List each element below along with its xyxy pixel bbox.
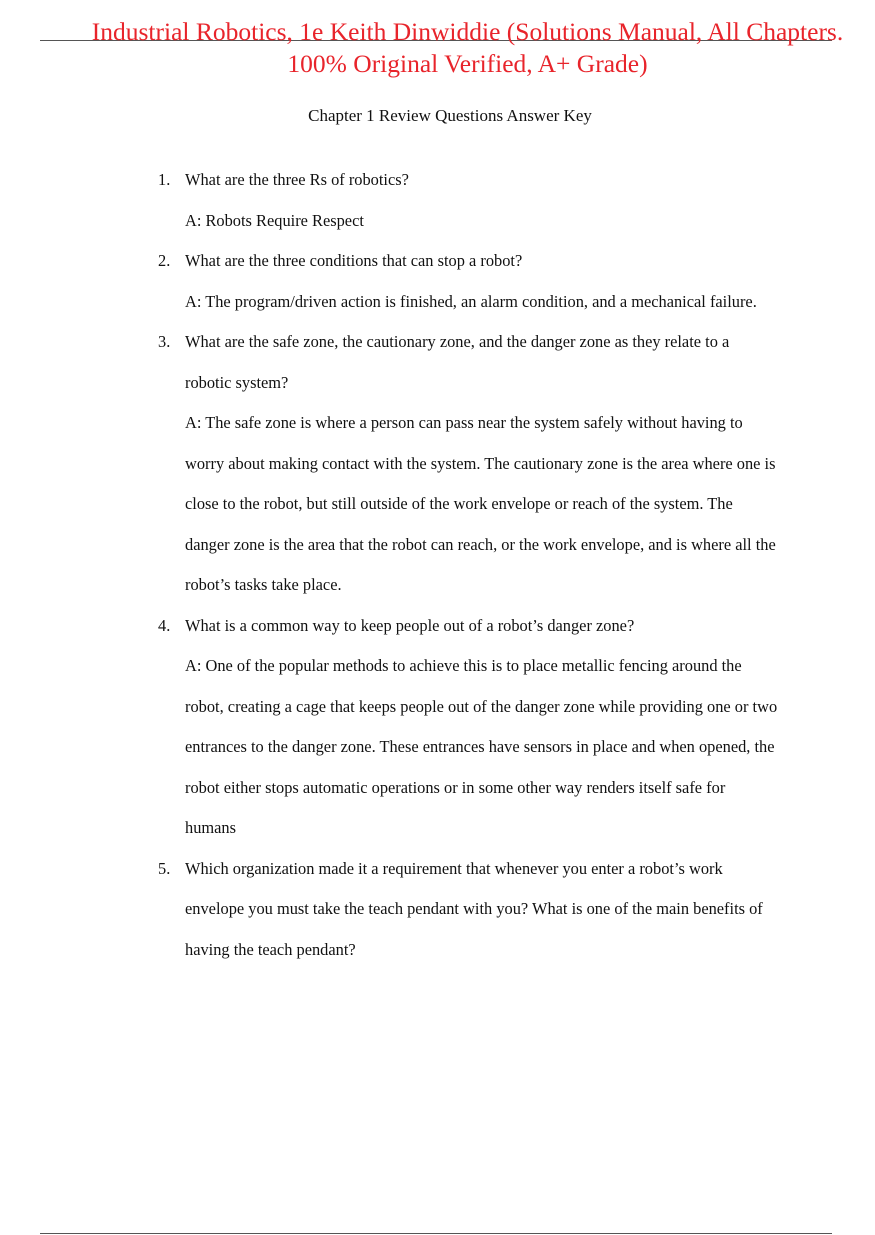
question-number: 1. (158, 170, 171, 189)
question-number: 4. (158, 615, 171, 635)
answer-text: A: Robots Require Respect (185, 210, 364, 230)
question-text: What is a common way to keep people out of a robot’s danger zone? (185, 615, 635, 635)
footer-rule (40, 1233, 832, 1234)
question-item-3 (158, 322, 778, 606)
question-item-4 (158, 606, 778, 849)
question-item-5 (158, 849, 778, 971)
question-item-1 (158, 160, 778, 241)
question-text: What are the three conditions that can stop a robot? (185, 251, 523, 270)
question-text: Which organization made it a requirement that whenever you enter a robot’s work envelope you must take the teach pendant with you? What is one of the main benefits of having the teach pendant? (185, 858, 763, 959)
question-list (158, 160, 778, 970)
banner-line-2: 100% Original Verified, A+ Grade) (287, 49, 648, 78)
question-text: What are the safe zone, the cautionary zone, and the danger zone as they relate to a robotic system? (185, 332, 730, 392)
question-item-2 (158, 241, 778, 322)
question-text: What are the three Rs of robotics? (185, 170, 409, 189)
question-number: 3. (158, 332, 171, 351)
question-number: 5. (158, 858, 171, 878)
answer-text: A: The safe zone is where a person can pass near the system safely without having to worry about making contact with the system. The cautionary zone is the area where one is close to the robot, but still outside of the work envelope or reach of the system. The danger zone is the area that the robot can reach, or the work envelope, and is where all the robot’s tasks take place. (185, 413, 776, 594)
answer-text: A: The program/driven action is finished, an alarm condition, and a mechanical failure. (185, 291, 757, 311)
answer-text: A: One of the popular methods to achieve this is to place metallic fencing around the robot, creating a cage that keeps people out of the danger zone while providing one or two entrances to the danger zone. These entrances have sensors in place and when opened, the robot either stops automatic operations or in some other way renders itself safe for humans (185, 656, 778, 837)
watermark-banner (60, 16, 875, 80)
chapter-title: Chapter 1 Review Questions Answer Key (308, 106, 592, 125)
banner-line-1: Industrial Robotics, 1e Keith Dinwiddie (Solutions Manual, All Chapters. (91, 17, 844, 46)
question-number: 2. (158, 251, 171, 270)
